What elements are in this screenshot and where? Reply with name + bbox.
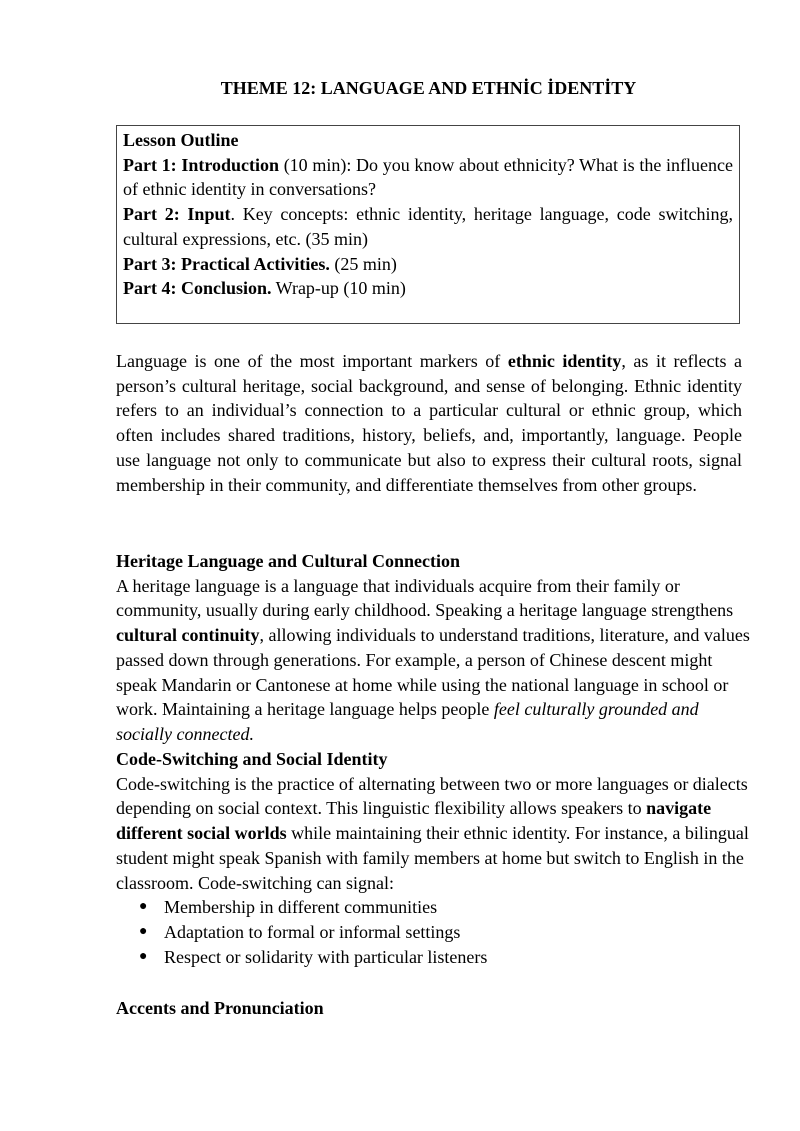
bullet-icon: ● [139, 923, 148, 939]
list-item: ● Adaptation to formal or informal settings [116, 920, 756, 945]
list-item: ● Membership in different communities [116, 895, 756, 920]
outline-part-3: Part 3: Practical Activities. (25 min) [123, 253, 397, 274]
codeswitch-paragraph: Code-switching is the practice of alternating between two or more languages or dialects depending on social context. This linguistic flexibility allows speakers to navigate different social worlds while maintaining their ethnic identity. For instance, a bilingual student might speak Spanish with family members at home but switch to English in the classroom. Code-switching can signal: [116, 773, 749, 893]
bullet-icon: ● [139, 899, 148, 915]
page-title: THEME 12: LANGUAGE AND ETHNİC İDENTİTY [220, 78, 637, 98]
heritage-paragraph: A heritage language is a language that individuals acquire from their family or community, usually during early childhood. Speaking a heritage language strengthens cultural continuity, allowing individuals to understand traditions, literature, and values passed down through generations. For example, a person of Chinese descent might speak Mandarin or Cantonese at home while using the national language in school or work. Maintaining a heritage language helps people feel culturally grounded and socially connected. [116, 575, 750, 744]
lesson-outline-box [116, 125, 740, 324]
heritage-heading: Heritage Language and Cultural Connection [116, 551, 461, 571]
codeswitch-bullet-list [116, 895, 756, 969]
accents-heading: Accents and Pronunciation [116, 998, 324, 1018]
heritage-section [116, 549, 756, 747]
outline-part-4: Part 4: Conclusion. Wrap-up (10 min) [123, 278, 406, 299]
list-item: ● Respect or solidarity with particular listeners [116, 945, 756, 970]
accents-section [116, 996, 756, 1021]
outline-part-1: Part 1: Introduction (10 min): Do you know about ethnicity? What is the influence of ethnic identity in conversations? [123, 154, 733, 200]
outline-part-2: Part 2: Input. Key concepts: ethnic identity, heritage language, code switching, cultural expressions, etc. (35 min) [123, 204, 733, 249]
intro-paragraph: Language is one of the most important markers of ethnic identity, as it reflects a person’s cultural heritage, social background, and sense of belonging. Ethnic identity refers to an individual’s connection to a particular cultural or ethnic group, which often includes shared traditions, history, beliefs, and, importantly, language. People use language not only to communicate but also to express their cultural roots, signal membership in their community, and differentiate themselves from other groups. [116, 351, 743, 495]
codeswitch-section [116, 747, 756, 969]
outline-heading: Lesson Outline [123, 130, 239, 150]
bullet-icon: ● [139, 948, 148, 964]
codeswitch-heading: Code-Switching and Social Identity [116, 749, 388, 769]
